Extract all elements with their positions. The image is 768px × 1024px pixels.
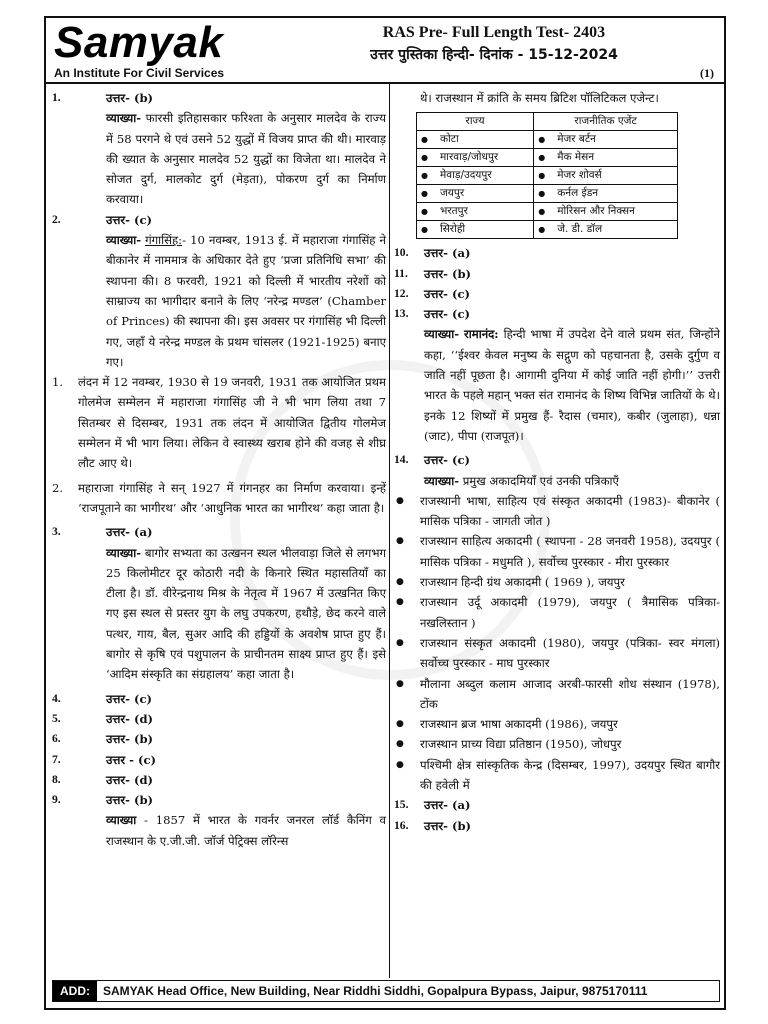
answer-1 xyxy=(52,88,386,108)
explanation-9 xyxy=(52,810,386,851)
question-number: 13. xyxy=(394,307,409,321)
state-cell: ● सिरोही xyxy=(417,221,534,239)
explanation-14 xyxy=(394,471,720,491)
column-divider xyxy=(389,84,390,978)
table-row xyxy=(417,167,678,185)
question-number: 8. xyxy=(52,772,61,786)
sub-point-number: 1. xyxy=(52,375,64,390)
list-item: ● राजस्थान हिन्दी ग्रंथ अकादमी ( 1969 ), जयपुर xyxy=(394,572,720,592)
answer-14 xyxy=(394,450,720,470)
answer-10 xyxy=(394,243,720,263)
list-item: ● पश्चिमी क्षेत्र सांस्कृतिक केन्द्र (दिसम्बर, 1997), उदयपुर स्थित बागौर की हवेली में xyxy=(394,755,720,796)
question-number: 1. xyxy=(52,91,61,104)
question-number: 16. xyxy=(394,818,409,832)
explanation-text: प्रमुख अकादमियाँ एवं उनकी पत्रिकाएँ xyxy=(462,473,619,488)
logo: Samyak xyxy=(54,18,224,67)
answer-text: उत्तर- (d) xyxy=(106,772,154,787)
list-item: ● राजस्थान ब्रज भाषा अकादमी (1986), जयपुर xyxy=(394,714,720,734)
left-column xyxy=(52,88,386,851)
bullet-icon: ● xyxy=(396,536,404,547)
agent-cell: ● मोरिसन और निक्सन xyxy=(534,203,678,221)
answer-text: उत्तर - (c) xyxy=(106,752,157,767)
explanation-text: - 10 नवम्बर, 1913 ई. में महाराजा गंगासिंह ने बीकानेर में नाममात्र के अधिकार देते हुए ‘प्रजा प्रतिनिधि सभा’ की स्थापना की। 8 फरवरी, 1921 को दिल्ली में भारतीय नरेशों को साम्राज्य का भागीदार बनाने के लिए ‘नरेन्द्र मण्डल’ (Chamber of Princes) की स्थापना की। इस अवसर पर गंगासिंह भी दिल्ली गए, जहाँ ये नरेन्द्र मण्डल के प्रथम चांसलर (1921-1925) बनाए गए। xyxy=(106,233,386,369)
explanation-3 xyxy=(52,543,386,685)
answer-text: उत्तर- (b) xyxy=(424,818,472,833)
bullet-icon: ● xyxy=(396,719,404,730)
explanation-label: व्याख्या- xyxy=(424,473,460,488)
explanation-text: फारसी इतिहासकार फरिश्ता के अनुसार मालदेव के राज्य में 58 परगने थे एवं उसने 52 युद्धों में विजय प्राप्त की थी। मारवाड़ की ख्यात के अनुसार मालदेव 52 युद्धों का विजेता था। मालदेव ने सोजत दुर्ग, मालकोट दुर्ग (मेड़ता), पोकरण दुर्ग का निर्माण करवाया। xyxy=(106,111,386,207)
answer-text: उत्तर- (d) xyxy=(106,711,154,726)
question-number: 11. xyxy=(394,266,408,280)
sub-point-number: 2. xyxy=(52,480,64,495)
agent-cell: ● मैक मेसन xyxy=(534,149,678,167)
state-cell: ● कोटा xyxy=(417,131,534,149)
answer-5 xyxy=(52,709,386,729)
question-number: 5. xyxy=(52,711,61,725)
agent-cell: ● कर्नल ईडन xyxy=(534,185,678,203)
table-header-row xyxy=(417,113,678,131)
answer-12 xyxy=(394,284,720,304)
sub-point-text: महाराजा गंगासिंह ने सन् 1927 में गंगनहर का निर्माण करवाया। इन्हें ‘राजपूताने का भागीरथ’ और ‘आधुनिक भारत का भागीरथ’ कहा जाता है। xyxy=(78,480,386,515)
question-number: 6. xyxy=(52,732,61,746)
list-item: ● राजस्थान प्राच्य विद्या प्रतिष्ठान (1950), जोधपुर xyxy=(394,734,720,754)
answer-13 xyxy=(394,304,720,324)
explanation-text: हिन्दी भाषा में उपदेश देने वाले प्रथम संत, जिन्होंने कहा, ‘‘ईश्वर केवल मनुष्य के सद्गुण को पहचानता है, उसके दुर्गुण व जाति नहीं पूछता है। आगामी दुनिया में कोई जाति नहीं होगी।’’ उत्तरी भारत के पहले महान् भक्त संत रामानंद के शिष्य विभिन्न जातियों के थे। इनके 12 शिष्यों में प्रमुख हैं- रैदास (चमार), कबीर (जुलाहा), धन्ना (जाट), पीपा (राजपूत)। xyxy=(424,327,720,443)
answer-16 xyxy=(394,816,720,836)
bullet-icon: ● xyxy=(396,577,404,588)
footer xyxy=(52,980,720,1002)
test-title: RAS Pre- Full Length Test- 2403 xyxy=(382,24,606,41)
table-row xyxy=(417,221,678,239)
table-row xyxy=(417,203,678,221)
bullet-icon: ● xyxy=(396,759,404,770)
page-number: (1) xyxy=(700,66,714,80)
list-item: ● राजस्थान संस्कृत अकादमी (1980), जयपुर (पत्रिका- स्वर मंगला) सर्वोच्च पुरस्कार - माघ पुरस्कार xyxy=(394,633,720,674)
agent-cell: ● मेजर शोवर्स xyxy=(534,167,678,185)
answer-text: उत्तर- (a) xyxy=(424,798,471,813)
state-cell: ● भरतपुर xyxy=(417,203,534,221)
answer-15 xyxy=(394,795,720,815)
address-text: SAMYAK Head Office, New Building, Near Riddhi Siddhi, Gopalpura Bypass, Jaipur, 9875170111 xyxy=(103,984,648,998)
answer-text: उत्तर- (a) xyxy=(424,246,471,261)
answer-7 xyxy=(52,750,386,770)
answer-6 xyxy=(52,729,386,749)
table-row xyxy=(417,131,678,149)
explanation-text: थे। राजस्थान में क्रांति के समय ब्रिटिश पॉलिटिकल एजेन्ट। xyxy=(420,91,659,105)
answer-text: उत्तर- (c) xyxy=(424,286,470,301)
answer-3 xyxy=(52,522,386,542)
subject-name: रामानंद: xyxy=(464,327,499,342)
answer-text: उत्तर- (b) xyxy=(424,266,472,281)
right-column xyxy=(394,88,720,836)
answer-text: उत्तर- (a) xyxy=(106,525,153,540)
answer-9 xyxy=(52,790,386,810)
question-number: 10. xyxy=(394,246,409,260)
address-tag: ADD: xyxy=(53,981,97,1001)
answer-text: उत्तर- (c) xyxy=(424,453,470,468)
academies-list xyxy=(394,491,720,795)
list-item: ● राजस्थान साहित्य अकादमी ( स्थापना - 28 जनवरी 1958), उदयपुर ( मासिक पत्रिका - मधुमति ), सर्वोच्च पुरस्कार - मीरा पुरस्कार xyxy=(394,531,720,572)
list-item: ● मौलाना अब्दुल कलाम आजाद अरबी-फारसी शोध संस्थान (1978), टोंक xyxy=(394,674,720,715)
explanation-13 xyxy=(394,324,720,446)
agent-cell: ● जे. डी. डॉल xyxy=(534,221,678,239)
explanation-label: व्याख्या xyxy=(106,813,137,828)
explanation-label: व्याख्या- xyxy=(106,111,142,126)
state-cell: ● जयपुर xyxy=(417,185,534,203)
question-number: 14. xyxy=(394,453,409,467)
explanation-text: बागोर सभ्यता का उत्खनन स्थल भीलवाड़ा जिले से लगभग 25 किलोमीटर दूर कोठारी नदी के किनारे स्थित महासतियाँ का टीला है। डॉ. वीरेन्द्रनाथ मिश्र के नेतृत्व में 1967 में उत्खनित किए गए इस स्थल से प्रस्तर युग के लघु उपकरण, हथौड़े, छेद करने वाले पत्थर, गाय, बैल, सुअर आदि की हड्डियों के अवशेष प्राप्त हुए हैं। बागोर से कृषि एवं पशुपालन के प्राचीनतम साक्ष्य प्राप्त हुए हैं। इसे ‘आदिम संस्कृति का संग्रहालय’ कहा जाता है। xyxy=(106,545,386,682)
answer-2 xyxy=(52,210,386,230)
tagline: An Institute For Civil Services xyxy=(54,66,225,80)
test-subtitle: उत्तर पुस्तिका हिन्दी- दिनांक - 15-12-2024 xyxy=(370,47,618,63)
bullet-icon: ● xyxy=(396,637,404,648)
question-number: 9. xyxy=(52,793,61,807)
sub-point-2 xyxy=(52,478,386,519)
answer-4 xyxy=(52,689,386,709)
political-agents-table xyxy=(416,112,678,239)
explanation-9-continued xyxy=(394,88,720,108)
answer-text: उत्तर- (c) xyxy=(106,212,152,227)
explanation-label: व्याख्या- xyxy=(106,233,142,248)
list-item: ● राजस्थानी भाषा, साहित्य एवं संस्कृत अकादमी (1983)- बीकानेर ( मासिक पत्रिका - जागती जोत ) xyxy=(394,491,720,532)
list-item: ● राजस्थान उर्दू अकादमी (1979), जयपुर ( त्रैमासिक पत्रिका- नखलिस्तान ) xyxy=(394,592,720,633)
answer-text: उत्तर- (b) xyxy=(106,91,154,105)
table-row xyxy=(417,185,678,203)
question-number: 3. xyxy=(52,525,61,539)
answer-text: उत्तर- (b) xyxy=(106,793,154,808)
bullet-icon: ● xyxy=(396,597,404,608)
question-number: 15. xyxy=(394,798,409,812)
column-header-state: राज्य xyxy=(417,113,534,131)
bullet-icon: ● xyxy=(396,495,404,506)
subject-name: गंगासिंह: xyxy=(145,233,183,248)
question-number: 4. xyxy=(52,691,61,705)
answer-11 xyxy=(394,264,720,284)
column-header-agent: राजनीतिक एजेंट xyxy=(534,113,678,131)
explanation-2 xyxy=(52,230,386,372)
explanation-text: - 1857 में भारत के गवर्नर जनरल लॉर्ड कैनिंग व राजस्थान के ए.जी.जी. जॉर्ज पेट्रिक्स लॉरेन्स xyxy=(106,813,387,848)
explanation-label: व्याख्या- xyxy=(424,327,460,342)
answer-text: उत्तर- (c) xyxy=(424,307,470,322)
answer-text: उत्तर- (b) xyxy=(106,732,154,747)
answer-8 xyxy=(52,770,386,790)
question-number: 7. xyxy=(52,752,61,766)
sub-point-text: लंदन में 12 नवम्बर, 1930 से 19 जनवरी, 1931 तक आयोजित प्रथम गोलमेज सम्मेलन में महाराजा गंगासिंह जी ने भी भाग लिया तथा 7 सितम्बर से दिसम्बर, 1931 तक लंदन में आयोजित द्वितीय गोलमेज सम्मेलन में भी भाग लिया। लेकिन वे स्वास्थ्य खराब होने की वजह से शीघ्र लौट आए थे। xyxy=(78,375,386,471)
explanation-label: व्याख्या- xyxy=(106,545,142,560)
bullet-icon: ● xyxy=(396,678,404,689)
explanation-1 xyxy=(52,108,386,209)
answer-text: उत्तर- (c) xyxy=(106,691,152,706)
agent-cell: ● मेजर बर्टन xyxy=(534,131,678,149)
question-number: 12. xyxy=(394,286,409,300)
table-row xyxy=(417,149,678,167)
header xyxy=(46,18,724,84)
sub-point-1 xyxy=(52,372,386,473)
state-cell: ● मेवाड़/उदयपुर xyxy=(417,167,534,185)
question-number: 2. xyxy=(52,212,61,226)
state-cell: ● मारवाड़/जोधपुर xyxy=(417,149,534,167)
bullet-icon: ● xyxy=(396,739,404,750)
